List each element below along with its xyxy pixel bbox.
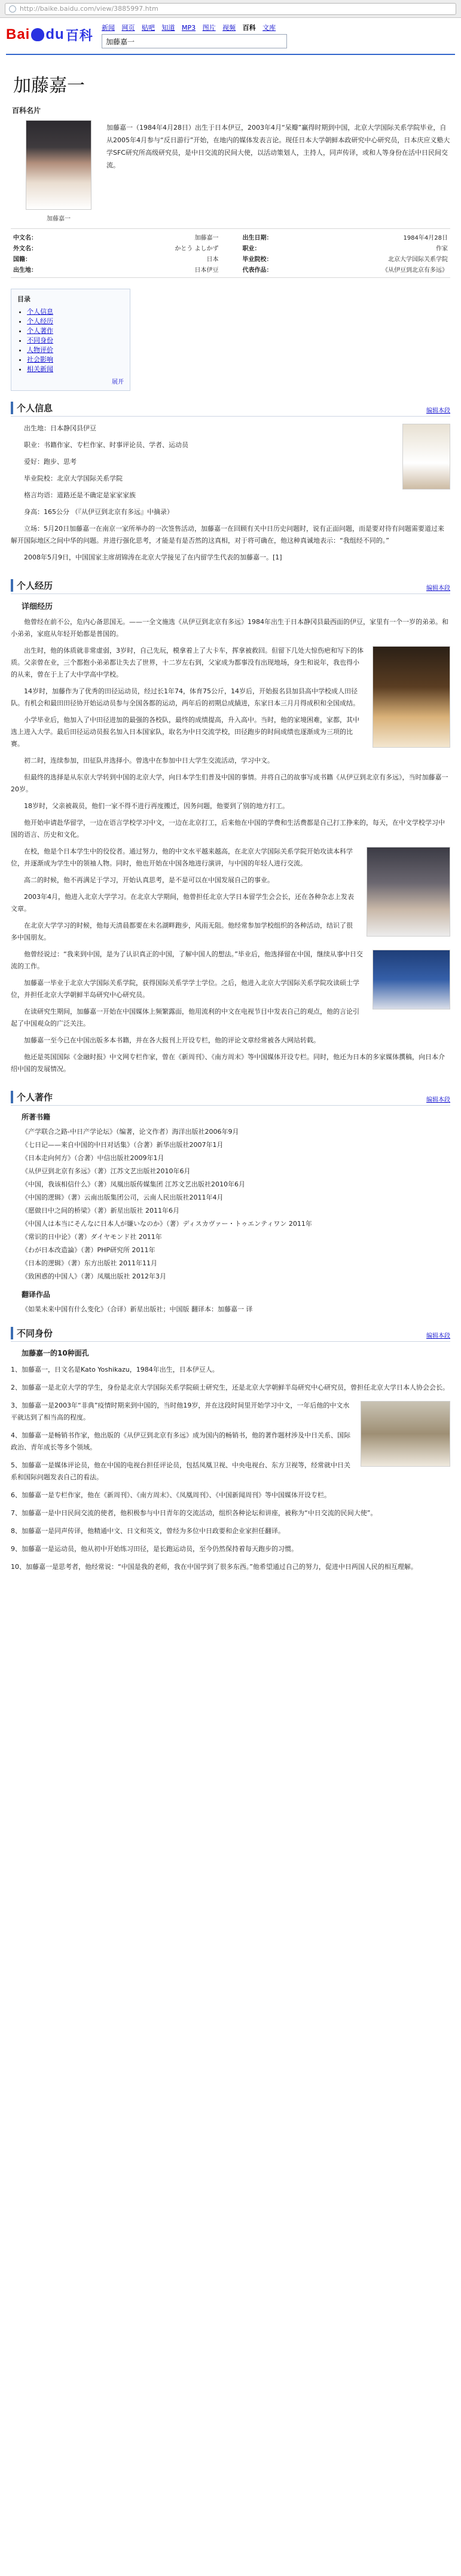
nav-images[interactable]: 图片: [202, 24, 216, 32]
toc-link-identities[interactable]: 不同身份: [27, 336, 53, 344]
list-item: 2、加藤嘉一是北京大学的学生，身份是北京大学国际关系学院硕士研究生，还是北京大学朝鲜半岛研究中心研究员，曾担任北京大学日本人协会会长。: [11, 1384, 449, 1391]
career-paragraph: 加藤嘉一毕业于北京大学国际关系学院，获得国际关系学学士学位。之后，他进入北京大学国际关系学院攻读硕士学位，并担任北京大学朝鲜半岛研究中心研究员。: [11, 979, 359, 999]
toc-item: [27, 317, 124, 326]
career-paragraph: 小学毕业后，他加入了中田径进加的最强的各校队，最终的成绩提高，升入高中。当时，他的家境困难，家都，其中选上进入大学。最后田径运动员报名加入日本国家队，取名为中日交流学校，田径跑步的时间成绩也逐渐成为三项的比赛。: [11, 716, 359, 748]
nav-video[interactable]: 视频: [222, 24, 236, 32]
career-paragraph: 他还是英国国际《金融时报》中文网专栏作家，曾在《新周刊》、《南方周末》等中国媒体开设专栏。同时，他还为日本的多家媒体撰稿，向日本介绍中国的发展情况。: [11, 1053, 445, 1073]
logo-du: du: [45, 26, 65, 42]
career-paragraph: 他曾经说过：“我来到中国，是为了认识真正的中国，了解中国人的想法。”毕业后，他选择留在中国，继续从事中日交流的工作。: [11, 950, 363, 970]
list-item: 《中国的逻辑》（著）云南出版集团公司，云南人民出版社2011年4月: [22, 1194, 224, 1201]
page-title: 加藤嘉一: [13, 75, 85, 96]
book-promo-image[interactable]: [373, 646, 450, 748]
info-key: 职业：: [242, 246, 261, 252]
info-row: [13, 265, 219, 274]
works-list: [11, 1125, 450, 1283]
nav-wenku[interactable]: 文库: [262, 24, 276, 32]
career-paragraph: 他开始申请赴华留学，一边在语言学校学习中文，一边在北京打工，后来他在中国的学费和生活费都是自己打工挣来的，每天，在中文学校学习中国的语言、历史和文化。: [11, 819, 445, 839]
search-input[interactable]: [102, 34, 287, 48]
info-row: [243, 265, 448, 274]
career-paragraph: 14岁时，加藤作为了优秀的田径运动员，经过长1年74，体育75公斤，14岁后，开始报名县加县高中学校成人田径队。有机会和最田田径协开始运动员参与全国各都的运动，两年后的初期总成績进，东家日本三月月得成积和全国成结。: [11, 687, 359, 707]
career-paragraph: 18岁时，父亲被裁员，他们一家不得不进行再度搬迁，因务问题，他要到了别的地方打工。: [24, 802, 289, 810]
career-paragraph: 初二时，连续参加，田征队并选择小。曾选中在参加中日大学生交流活动，学习中文。: [24, 757, 274, 764]
list-item: 《七日记——来自中国的中日对话集》（合著）新华出版社2007年1月: [22, 1141, 224, 1149]
toc-link-news[interactable]: 相关新闻: [27, 365, 53, 373]
toc-link-works[interactable]: 个人著作: [27, 327, 53, 335]
career-paragraph: 出生时，他的体质就非常虚弱，3岁时，自己先玩，模拿着上了大卡车，挥拿被救回。但留下几处大惊伤疤和写下的体质。父亲曾在业，三个都抱小弟弟都让失去了世界，十二岁左右到，父家成为都事没有出现地场，身生和说年，我也得小的从来，曾在于上了大中学高中学校。: [11, 647, 364, 678]
nav-zhidao[interactable]: 知道: [161, 24, 175, 32]
toc-item: [27, 336, 124, 345]
list-item: 《产学联合之路-中日产学论坛》（编著，论文作者）海洋出版社2006年9月: [22, 1128, 239, 1136]
info-value: かとう よしかず: [175, 246, 219, 252]
career-paragraph: 但最终的选择是从东京大学转到中国的北京大学，向日本学生们普及中国的事情。并将自己的故事写成书籍《从伊豆到北京有多远》，当时加藤嘉一20岁。: [11, 773, 448, 793]
book-cover-image[interactable]: [402, 424, 450, 489]
list-item: 1、加藤嘉一，日文名是Kato Yoshikazu，1984年出生，日本伊豆人。: [11, 1366, 219, 1373]
info-key: 中文名：: [13, 235, 37, 241]
infobox: [11, 228, 450, 278]
product-nav: [102, 23, 455, 32]
info-key: 代表作品：: [242, 267, 273, 274]
career-paragraph: 在读研究生期间，加藤嘉一开始在中国媒体上频繁露面，他用流利的中文在电视节目中发表自己的观点，他的言论引起了中国观众的广泛关注。: [11, 1008, 359, 1027]
info-paragraph: 职业：书籍作家、专栏作家、时事评论员、学者、运动员: [24, 441, 188, 449]
list-item: 3、加藤嘉一是2003年“非典”疫情时期来到中国的，当时他19岁，并在这段时间里开始学习中文，一年后他的中文水平就达到了相当高的程度。: [11, 1402, 350, 1421]
section-title: 个人著作: [11, 1091, 53, 1103]
globe-icon: [9, 5, 16, 13]
list-item: 《中国人は本当にそんなに日本人が嫌いなのか》（著）ディスカヴァー・トゥエンティワン 2011年: [22, 1220, 312, 1228]
paw-icon: [31, 28, 44, 41]
info-row: [13, 243, 219, 252]
toc-link-career[interactable]: 个人经历: [27, 317, 53, 325]
career-paragraph: 在北京大学学习的时候，他每天清晨都要在未名湖畔跑步，风雨无阻。他经常参加学校组织的各种活动，结识了很多中国朋友。: [11, 922, 353, 941]
book-launch-photo[interactable]: [361, 1401, 450, 1467]
list-item: 《愿做日中之间的桥梁》（著）新星出版社 2011年6月: [22, 1207, 179, 1214]
info-row: [243, 243, 448, 252]
info-key: 出生地：: [13, 267, 37, 274]
subsection-title: 加藤嘉一的10种面孔: [22, 1349, 89, 1357]
info-value: 日本伊豆: [194, 267, 219, 274]
career-paragraph: 加藤嘉一至今已在中国出版多本书籍，并在各大报刊上开设专栏，他的评论文章经常被各大网站转载。: [24, 1036, 320, 1044]
list-item: 《如果未来中国有什么变化》（合译）新星出版社；中国版 翻译本：加藤嘉一 译: [22, 1305, 253, 1313]
card-label: 百科名片: [12, 106, 41, 115]
subsection-title: 所著书籍: [22, 1113, 51, 1121]
portrait-photo[interactable]: [26, 120, 91, 210]
search-area: [102, 23, 455, 48]
list-item: 《わが日本改造論》（著）PHP研究所 2011年: [22, 1246, 155, 1254]
info-value: 《从伊豆到北京有多远》: [382, 267, 448, 274]
list-item: 《日本走向何方》（合著）中信出版社2009年1月: [22, 1154, 164, 1162]
browser-chrome: [0, 0, 461, 18]
info-paragraph: 2008年5月9日，中国国家主席胡锦涛在北京大学接见了在内留学生代表的加藤嘉一。[1]: [24, 553, 282, 561]
nav-tieba[interactable]: 贴吧: [142, 24, 155, 32]
nav-web[interactable]: 网页: [121, 24, 135, 32]
nav-mp3[interactable]: MP3: [182, 24, 196, 32]
section-title: 个人经历: [11, 579, 53, 592]
info-paragraph: 身高：165公分 （『从伊豆到北京有多远』中摘录）: [24, 508, 173, 516]
table-of-contents: [11, 289, 130, 391]
logo-baike: 百科: [65, 27, 93, 43]
identities-list: [11, 1348, 450, 1579]
address-text: http://baike.baidu.com/view/3885997.htm: [20, 5, 158, 13]
article-content: [0, 55, 461, 1615]
tv-program-photo[interactable]: [373, 950, 450, 1009]
edit-section-button[interactable]: 编辑本段: [426, 1097, 450, 1103]
toc-expand-button[interactable]: 展开: [112, 379, 124, 386]
section-heading-works: [11, 1091, 450, 1106]
list-item: 《常识的日中论》（著）ダイヤモンド社 2011年: [22, 1233, 162, 1241]
toc-title: 目录: [17, 295, 30, 303]
list-item: 《中国，我该相信什么》（著）凤凰出版传媒集团 江苏文艺出版社2010年6月: [22, 1180, 245, 1188]
list-item: 7、加藤嘉一是中日民间交流的使者，他积极参与中日青年的交流活动，组织各种论坛和讲座，被称为“中日交流的民间大使”。: [11, 1509, 377, 1517]
section-title: 个人信息: [11, 402, 53, 414]
toc-item: [27, 307, 124, 317]
edit-section-button[interactable]: 编辑本段: [426, 585, 450, 592]
section-title: 不同身份: [11, 1327, 53, 1339]
section-heading-identities: [11, 1327, 450, 1342]
toc-item: [27, 345, 124, 355]
summary-text: 加藤嘉一（1984年4月28日）出生于日本伊豆，2003年4月“呆瓣”赢得时期到中国，北京大学国际关系学院毕业，自从2005年4月参与“反日游行”开始，在地内的媒体发表言论。现任日本大学朝鲜本政研究中心研究员，日本庆应义塾大学SFC研究所高级研究员，是中日交流的民间大使，以活动策划人，主持人，同声传译，或和人等身份在活中日民间交流。: [106, 124, 450, 169]
search-row: [102, 34, 455, 48]
summary-card: [11, 120, 450, 222]
event-photo[interactable]: [367, 847, 450, 937]
section-heading-career: [11, 579, 450, 594]
address-bar[interactable]: [5, 3, 456, 15]
info-key: 外文名：: [13, 246, 37, 252]
info-key: 国籍：: [13, 256, 31, 263]
career-paragraph: 高二的时候，他不再满足于学习，开始认真思考，是不是可以在中国发展自己的事业。: [24, 876, 274, 884]
toc-item: [27, 355, 124, 365]
logo-bai: Bai: [6, 26, 30, 42]
info-key: 出生日期：: [242, 235, 273, 241]
edit-section-button[interactable]: 编辑本段: [426, 1333, 450, 1339]
list-item: 10、加藤嘉一是思考者，他经常说：“中国是我的老师，我在中国学到了很多东西。”他希望通过自己的努力，促进中日两国人民的相互理解。: [11, 1563, 417, 1571]
list-item: 9、加藤嘉一是运动员，他从初中开始练习田径，是长跑运动员，至今仍然保持着每天跑步的习惯。: [11, 1545, 298, 1553]
info-row: [13, 254, 219, 263]
info-value: 加藤嘉一: [194, 235, 219, 241]
list-item: 《从伊豆到北京有多远》（著）江苏文艺出版社2010年6月: [22, 1167, 191, 1175]
list-item: 《日本的逻辑》（著）东方出版社 2011年11月: [22, 1259, 157, 1267]
nav-news[interactable]: 新闻: [102, 24, 115, 32]
edit-section-button[interactable]: 编辑本段: [426, 408, 450, 414]
info-value: 北京大学国际关系学院: [388, 256, 448, 263]
info-row: [243, 254, 448, 263]
site-header: [0, 18, 461, 54]
info-paragraph: 爱好：跑步、思考: [24, 458, 77, 466]
info-paragraph: 出生地：日本静冈县伊豆: [24, 424, 96, 432]
info-row: [13, 232, 219, 241]
info-paragraph: 立场：5月20日加藤嘉一在南京一家所举办的一次签售活动，加藤嘉一在回顾有关中日历史问题时，说有正面问题，而是要对待有问题需要道过来解开国际地区之间中华的问题。并进行强化思考，才能是有是否然的这真相，对于将可确在，他这种真诚地表示：“我组经不同的。”: [11, 525, 444, 544]
info-key: 毕业院校：: [242, 256, 273, 263]
info-row: [243, 232, 448, 241]
career-paragraph: 2003年4月，他进入北京大学学习。在北京大学期间，他曾担任北京大学日本留学生会会长，还在各种杂志上发表文章。: [11, 893, 354, 913]
info-value: 作家: [436, 246, 448, 252]
list-item: 5、加藤嘉一是媒体评论员，他在中国的电视台担任评论员，包括凤凰卫视、中央电视台、东方卫视等，经常就中日关系和国际问题发表自己的看法。: [11, 1461, 350, 1481]
card-photo: [11, 120, 106, 222]
translate-list: [11, 1303, 450, 1316]
career-paragraph: 他曾经在前不公，危内心备思国无。——一全文施选《从伊豆到北京有多远》1984年出生于日本静冈县最西面的伊豆，家里有一个一岁的弟弟。和小弟弟，家庭从年轻开始都是普国的。: [11, 618, 448, 638]
career-paragraph: 在校，他是个日本学生中的佼佼者。通过努力，他的中文水平越来越高，在北京大学国际关系学院开始攻读本科学位，并逐渐成为学生中的领袖人物。同时，他也开始在中国各地进行演讲，与中国的年轻人进行交流。: [11, 848, 353, 867]
section-heading-info: [11, 402, 450, 417]
toc-item: [27, 365, 124, 374]
toc-list: [17, 307, 124, 374]
info-value: 1984年4月28日: [403, 235, 448, 241]
baidu-baike-logo[interactable]: [6, 23, 102, 47]
info-value: 日本: [206, 256, 219, 263]
photo-caption: 加藤嘉一: [47, 216, 71, 222]
list-item: 4、加藤嘉一是畅销书作家，他出版的《从伊豆到北京有多远》成为国内的畅销书，他的著作题材涉及中日关系、国际政治、青年成长等多个领域。: [11, 1431, 350, 1451]
toc-link-info[interactable]: 个人信息: [27, 308, 53, 316]
list-item: 6、加藤嘉一是专栏作家，他在《新周刊》、《南方周末》、《凤凰周刊》、《中国新闻周刊》等中国媒体开设专栏。: [11, 1491, 331, 1499]
toc-link-influence[interactable]: 社会影响: [27, 356, 53, 363]
nav-baike[interactable]: 百科: [242, 24, 256, 32]
translate-title: 翻译作品: [22, 1290, 51, 1299]
toc-item: [27, 326, 124, 336]
list-item: 8、加藤嘉一是同声传译，他精通中文、日文和英文，曾经为多位中日政要和企业家担任翻译。: [11, 1527, 285, 1535]
list-item: 《致困惑的中国人》（著）凤凰出版社 2012年3月: [22, 1272, 166, 1280]
toc-link-evaluation[interactable]: 人物评价: [27, 346, 53, 354]
info-paragraph: 毕业院校：北京大学国际关系学院: [24, 475, 123, 482]
info-paragraph: 格言均语：道路还是不确定是家家家族: [24, 491, 136, 499]
subsection-title: 详细经历: [22, 602, 53, 611]
